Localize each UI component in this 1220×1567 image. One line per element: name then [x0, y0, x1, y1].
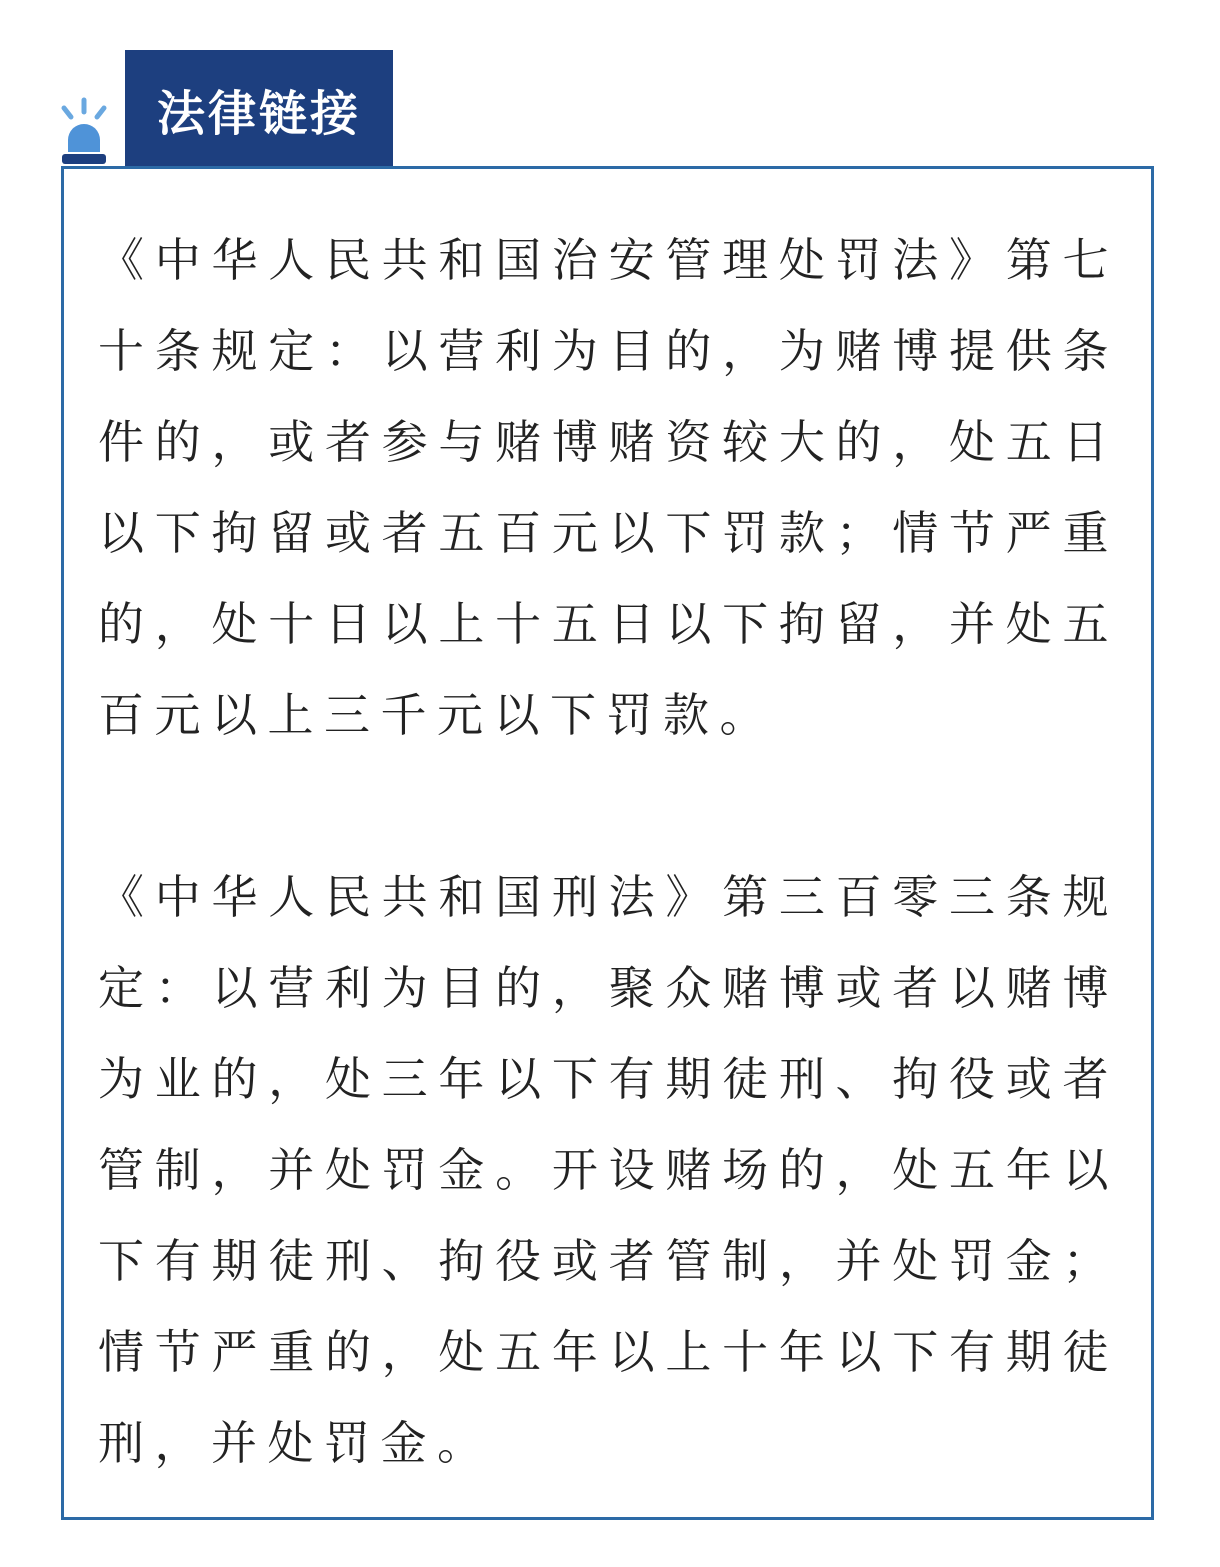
section-header: [125, 50, 393, 168]
section-title: 法律链接: [156, 85, 361, 142]
law-paragraph-criminal: 《中华人民共和国刑法》第三百零三条规定：以营利为目的，聚众赌博或者以赌博为业的，处三年以下有期徒刑、拘役或者管制，并处罚金。开设赌场的，处五年以下有期徒刑、拘役或者管制，并处罚金；情节严重的，处五年以上十年以下有期徒刑，并处罚金。: [98, 870, 1119, 1470]
siren-icon: [54, 96, 114, 168]
law-paragraph-public-security: 《中华人民共和国治安管理处罚法》第七十条规定：以营利为目的，为赌博提供条件的，或者参与赌博赌资较大的，处五日以下拘留或者五百元以下罚款；情节严重的，处十日以上十五日以下拘留，并处五百元以上三千元以下罚款。: [98, 233, 1119, 742]
law-text-box: [61, 166, 1154, 1520]
